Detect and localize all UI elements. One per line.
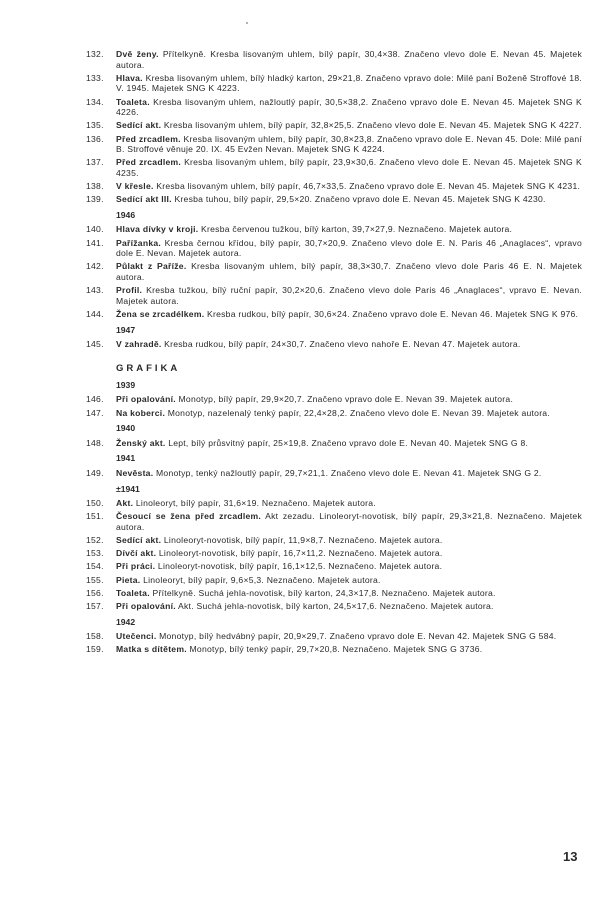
catalog-entry — [86, 120, 582, 131]
entry-title: Profil. — [116, 285, 143, 296]
entry-number: 157. — [86, 601, 104, 612]
entry-description: Kresba rudkou, bílý papír, 30,6×24. Značeno vpravo dole E. Nevan 46. Majetek SNG K 976. — [207, 309, 579, 319]
catalog-entry — [86, 49, 582, 70]
entry-title: Pařížanka. — [116, 237, 162, 248]
entry-number: 149. — [86, 467, 104, 478]
entry-description: Monotyp, bílý papír, 29,9×20,7. Značeno vpravo dole E. Nevan 39. Majetek autora. — [178, 394, 514, 405]
catalog-entry — [86, 181, 582, 192]
entry-number: 136. — [86, 133, 104, 144]
entry-title: Žena se zrcadélkem. — [116, 309, 205, 319]
catalog-entry — [86, 394, 582, 405]
entry-title: Sedící akt III. — [116, 194, 172, 205]
catalog-entry — [86, 498, 582, 509]
catalog-entry — [86, 285, 582, 306]
entry-description: Kresba tuhou, bílý papír, 29,5×20. Značeno vpravo dole E. Nevan 45. Majetek SNG K 4230. — [174, 194, 546, 205]
entry-title: Česoucí se žena před zrcadlem. — [116, 511, 262, 522]
catalog-entry — [86, 468, 582, 479]
entry-number: 150. — [86, 498, 104, 509]
entry-description: Přítelkyně. Suchá jehla-novotisk, bílý karton, 24,3×17,8. Neznačeno. Majetek autora. — [152, 587, 496, 598]
entry-number: 145. — [86, 339, 104, 350]
entry-title: Nevěsta. — [116, 467, 154, 478]
entry-description: Kresba červenou tužkou, bílý karton, 39,7×27,9. Neznačeno. Majetek autora. — [201, 224, 513, 235]
year-heading: 1940 — [116, 423, 136, 434]
entry-description: Kresba tužkou, bílý ruční papír, 30,2×20,6. Značeno vlevo dole Paris 46 „Anaglaces“, vpravo E. Nevan. Majetek autora. — [116, 285, 582, 306]
catalog-entry — [86, 134, 582, 155]
year-heading: 1939 — [116, 379, 136, 390]
entry-number: 143. — [86, 285, 104, 296]
entry-number: 133. — [86, 72, 104, 83]
entry-title: Dívčí akt. — [116, 548, 157, 559]
entry-title: V zahradě. — [116, 339, 162, 350]
catalog-entry — [86, 535, 582, 546]
entry-description: Kresba černou křídou, bílý papír, 30,7×20,9. Značeno vlevo dole E. N. Paris 46 „Anaglaces“, vpravo dole E. Nevan. Majetek autora. — [116, 237, 582, 259]
entry-number: 134. — [86, 96, 104, 107]
year-heading: 1941 — [116, 453, 136, 464]
entry-number: 137. — [86, 157, 104, 168]
catalog-entry — [86, 438, 582, 449]
entry-title: Ženský akt. — [116, 437, 166, 448]
catalog-entry — [86, 548, 582, 559]
catalog-entry — [86, 588, 582, 599]
entry-number: 140. — [86, 224, 104, 235]
entry-number: 146. — [86, 394, 104, 405]
entry-number: 142. — [86, 261, 104, 272]
entry-title: Sedící akt. — [116, 535, 162, 546]
entry-title: Akt. — [116, 498, 134, 509]
entry-number: 153. — [86, 548, 104, 559]
entry-description: Linoleoryt-novotisk, bílý papír, 16,7×11,2. Neznačeno. Majetek autora. — [158, 548, 443, 559]
catalog-entry — [86, 644, 582, 655]
catalog-entry — [86, 339, 582, 350]
entry-number: 141. — [86, 237, 104, 248]
entry-title: Před zrcadlem. — [116, 133, 181, 144]
entry-title: Sedící akt. — [116, 120, 162, 131]
entry-number: 158. — [86, 631, 104, 642]
entry-title: Dvě ženy. — [116, 49, 159, 59]
entry-number: 152. — [86, 535, 104, 546]
entry-number: 155. — [86, 574, 104, 585]
catalog-entry — [86, 261, 582, 282]
entry-description: Kresba lisovaným uhlem, nažloutlý papír, 30,5×38,2. Značeno vpravo dole E. Nevan 45. Majetek SNG K 4226. — [116, 96, 582, 118]
entry-description: Linoleoryt, bílý papír, 9,6×5,3. Neznačeno. Majetek autora. — [143, 574, 381, 585]
entry-number: 139. — [86, 194, 104, 205]
year-heading: 1946 — [116, 209, 136, 220]
catalog-entry — [86, 194, 582, 205]
year-heading: 1942 — [116, 616, 136, 627]
entry-title: Toaleta. — [116, 587, 150, 598]
entry-title: Matka s dítětem. — [116, 644, 187, 655]
entry-title: Půlakt z Paříže. — [116, 261, 187, 272]
entry-title: Hlava dívky v kroji. — [116, 224, 199, 235]
entry-description: Kresba lisovaným uhlem, bílý hladký karton, 29×21,8. Značeno vpravo dole: Milé paní Boženě Stroffové 18. V. 1945. Majetek SNG K 4223. — [116, 72, 582, 94]
entry-title: Při práci. — [116, 561, 156, 572]
entry-number: 154. — [86, 561, 104, 572]
entry-description: Přítelkyně. Kresba lisovaným uhlem, bílý papír, 30,4×38. Značeno vlevo dole E. Nevan 45. Majetek autora. — [116, 49, 582, 70]
year-heading: ±1941 — [116, 483, 140, 494]
entry-description: Monotyp, bílý tenký papír, 29,7×20,8. Neznačeno. Majetek SNG G 3736. — [189, 644, 483, 655]
entry-title: Pieta. — [116, 574, 141, 585]
catalog-entry — [86, 408, 582, 419]
entry-number: 144. — [86, 309, 104, 319]
entry-title: Na koberci. — [116, 407, 166, 418]
catalog-entry — [86, 238, 582, 259]
entry-description: Linoleoryt-novotisk, bílý papír, 16,1×12,5. Neznačeno. Majetek autora. — [157, 561, 443, 572]
catalog-list — [86, 49, 582, 658]
entry-description: Monotyp, bílý hedvábný papír, 20,9×29,7. Značeno vpravo dole E. Nevan 42. Majetek SNG G 584. — [159, 631, 557, 642]
entry-description: Akt zezadu. Linoleoryt-novotisk, bílý papír, 29,3×21,8. Neznačeno. Majetek autora. — [116, 511, 582, 532]
entry-description: Linoleoryt, bílý papír, 31,6×19. Neznačeno. Majetek autora. — [135, 498, 376, 509]
entry-number: 159. — [86, 644, 104, 655]
catalog-entry — [86, 309, 582, 320]
section-heading: GRAFIKA — [116, 362, 181, 374]
entry-title: Před zrcadlem. — [116, 157, 182, 168]
entry-description: Kresba lisovaným uhlem, bílý papír, 30,8×23,8. Značeno vpravo dole E. Nevan 45. Dole: Milé paní B. Stroffové věnuje 20. IX. 45 Evžen Nevan. Majetek SNG K 4224. — [116, 133, 583, 155]
entry-description: Kresba lisovaným uhlem, bílý papír, 23,9×30,6. Značeno vlevo dole E. Nevan 45. Majetek SNG K 4235. — [116, 157, 582, 178]
year-heading: 1947 — [116, 324, 136, 335]
entry-description: Lept, bílý průsvitný papír, 25×19,8. Značeno vpravo dole E. Nevan 40. Majetek SNG G 8. — [168, 437, 529, 448]
catalog-entry — [86, 631, 582, 642]
entry-description: Akt. Suchá jehla-novotisk, bílý karton, 24,5×17,6. Neznačeno. Majetek autora. — [178, 601, 494, 612]
entry-description: Kresba rudkou, bílý papír, 24×30,7. Značeno vlevo nahoře E. Nevan 47. Majetek autora. — [164, 339, 521, 350]
entry-title: Při opalování. — [116, 601, 176, 612]
entry-title: Utečenci. — [116, 631, 157, 642]
catalog-entry — [86, 73, 582, 94]
catalog-entry — [86, 224, 582, 235]
catalog-entry — [86, 575, 582, 586]
entry-number: 151. — [86, 511, 104, 522]
entry-number: 147. — [86, 407, 104, 418]
entry-description: Monotyp, tenký nažloutlý papír, 29,7×21,1. Značeno vlevo dole E. Nevan 41. Majetek SNG G 2. — [156, 467, 542, 478]
entry-title: Toaleta. — [116, 96, 150, 107]
entry-number: 148. — [86, 437, 104, 448]
entry-title: Hlava. — [116, 72, 143, 83]
page-number: 13 — [563, 849, 578, 864]
entry-description: Kresba lisovaným uhlem, bílý papír, 32,8×25,5. Značeno vlevo dole E. Nevan 45. Majetek SNG K 4227. — [163, 120, 582, 131]
entry-description: Kresba lisovaným uhlem, bílý papír, 38,3×30,7. Značeno vlevo dole Paris 46 E. N. Majetek autora. — [116, 261, 583, 283]
entry-number: 138. — [86, 181, 104, 192]
catalog-entry — [86, 97, 582, 118]
entry-title: V křesle. — [116, 181, 154, 192]
entry-number: 156. — [86, 587, 104, 598]
catalog-entry — [86, 561, 582, 572]
catalog-entry — [86, 157, 582, 178]
entry-number: 132. — [86, 49, 104, 59]
entry-description: Kresba lisovaným uhlem, bílý papír, 46,7×33,5. Značeno vpravo dole E. Nevan 45. Majetek SNG K 4231. — [156, 181, 581, 192]
entry-description: Monotyp, nazelenalý tenký papír, 22,4×28,2. Značeno vlevo dole E. Nevan 39. Majetek autora. — [167, 407, 550, 418]
catalog-entry — [86, 511, 582, 532]
entry-title: Při opalování. — [116, 394, 176, 405]
catalog-entry — [86, 601, 582, 612]
entry-number: 135. — [86, 120, 104, 131]
print-dot — [246, 22, 248, 24]
entry-description: Linoleoryt-novotisk, bílý papír, 11,9×8,7. Neznačeno. Majetek autora. — [163, 535, 443, 546]
